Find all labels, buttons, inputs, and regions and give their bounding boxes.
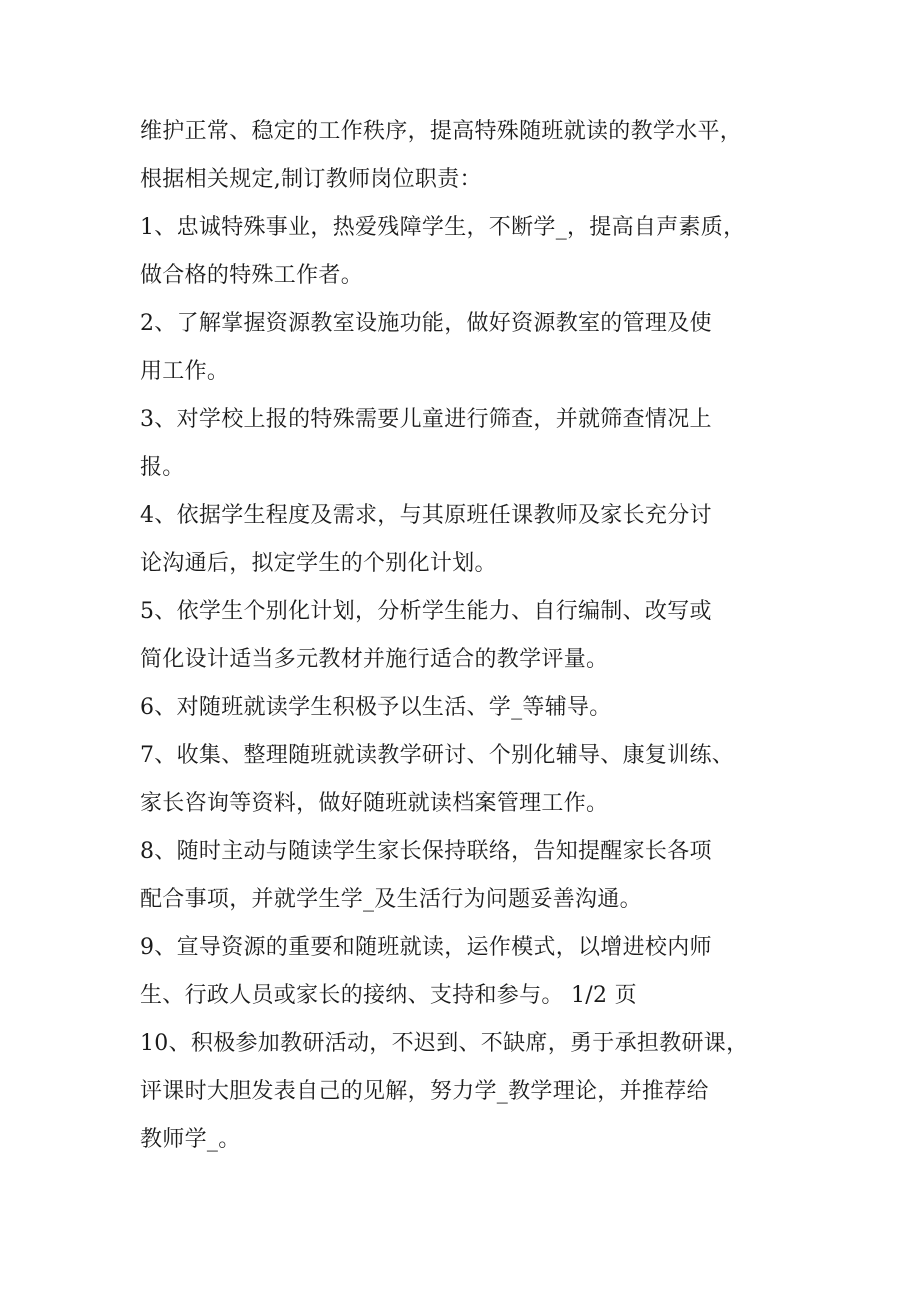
intro-line-2: 根据相关规定,制订教师岗位职责：: [140, 167, 482, 192]
item-7-line-2: 家长咨询等资料，做好随班就读档案管理工作。: [140, 791, 609, 816]
intro-line-1: 维护正常、稳定的工作秩序，提高特殊随班就读的教学水平，: [140, 119, 743, 144]
item-9-line-2-text: 生、行政人员或家长的接纳、支持和参与。: [140, 983, 564, 1008]
item-2-line-2: 用工作。: [140, 359, 230, 384]
item-6-line-1: 6、对随班就读学生积极予以生活、学_等辅导。: [140, 695, 612, 720]
document-body: [140, 108, 800, 1164]
item-1-line-2: 做合格的特殊工作者。: [140, 263, 364, 288]
item-5-line-1: 5、依学生个别化计划，分析学生能力、自行编制、改写或: [140, 599, 712, 624]
item-3-line-2: 报。: [140, 455, 185, 480]
item-10-line-3: 教师学_。: [140, 1127, 241, 1152]
item-5-line-2: 简化设计适当多元教材并施行适合的教学评量。: [140, 647, 609, 672]
item-7-line-1: 7、收集、整理随班就读教学研讨、个别化辅导、康复训练、: [140, 743, 735, 768]
item-4-line-2: 论沟通后，拟定学生的个别化计划。: [140, 551, 497, 576]
item-3-line-1: 3、对学校上报的特殊需要儿童进行筛查，并就筛查情况上: [140, 407, 712, 432]
page-number-marker: 1/2 页: [571, 983, 637, 1008]
item-4-line-1: 4、依据学生程度及需求，与其原班任课教师及家长充分讨: [140, 503, 712, 528]
item-8-line-2: 配合事项，并就学生学_及生活行为问题妥善沟通。: [140, 887, 642, 912]
item-1-line-1: 1、忠诚特殊事业，热爱残障学生，不断学_，提高自声素质，: [140, 215, 746, 240]
item-9-line-2: [140, 972, 800, 1020]
item-10-line-2: 评课时大胆发表自己的见解，努力学_教学理论，并推荐给: [140, 1079, 709, 1104]
item-8-line-1: 8、随时主动与随读学生家长保持联络，告知提醒家长各项: [140, 839, 712, 864]
item-10-line-1: 10、积极参加教研活动，不迟到、不缺席，勇于承担教研课，: [140, 1031, 749, 1056]
item-2-line-1: 2、了解掌握资源教室设施功能，做好资源教室的管理及使: [140, 311, 712, 336]
item-9-line-1: 9、宣导资源的重要和随班就读，运作模式，以增进校内师: [140, 935, 712, 960]
